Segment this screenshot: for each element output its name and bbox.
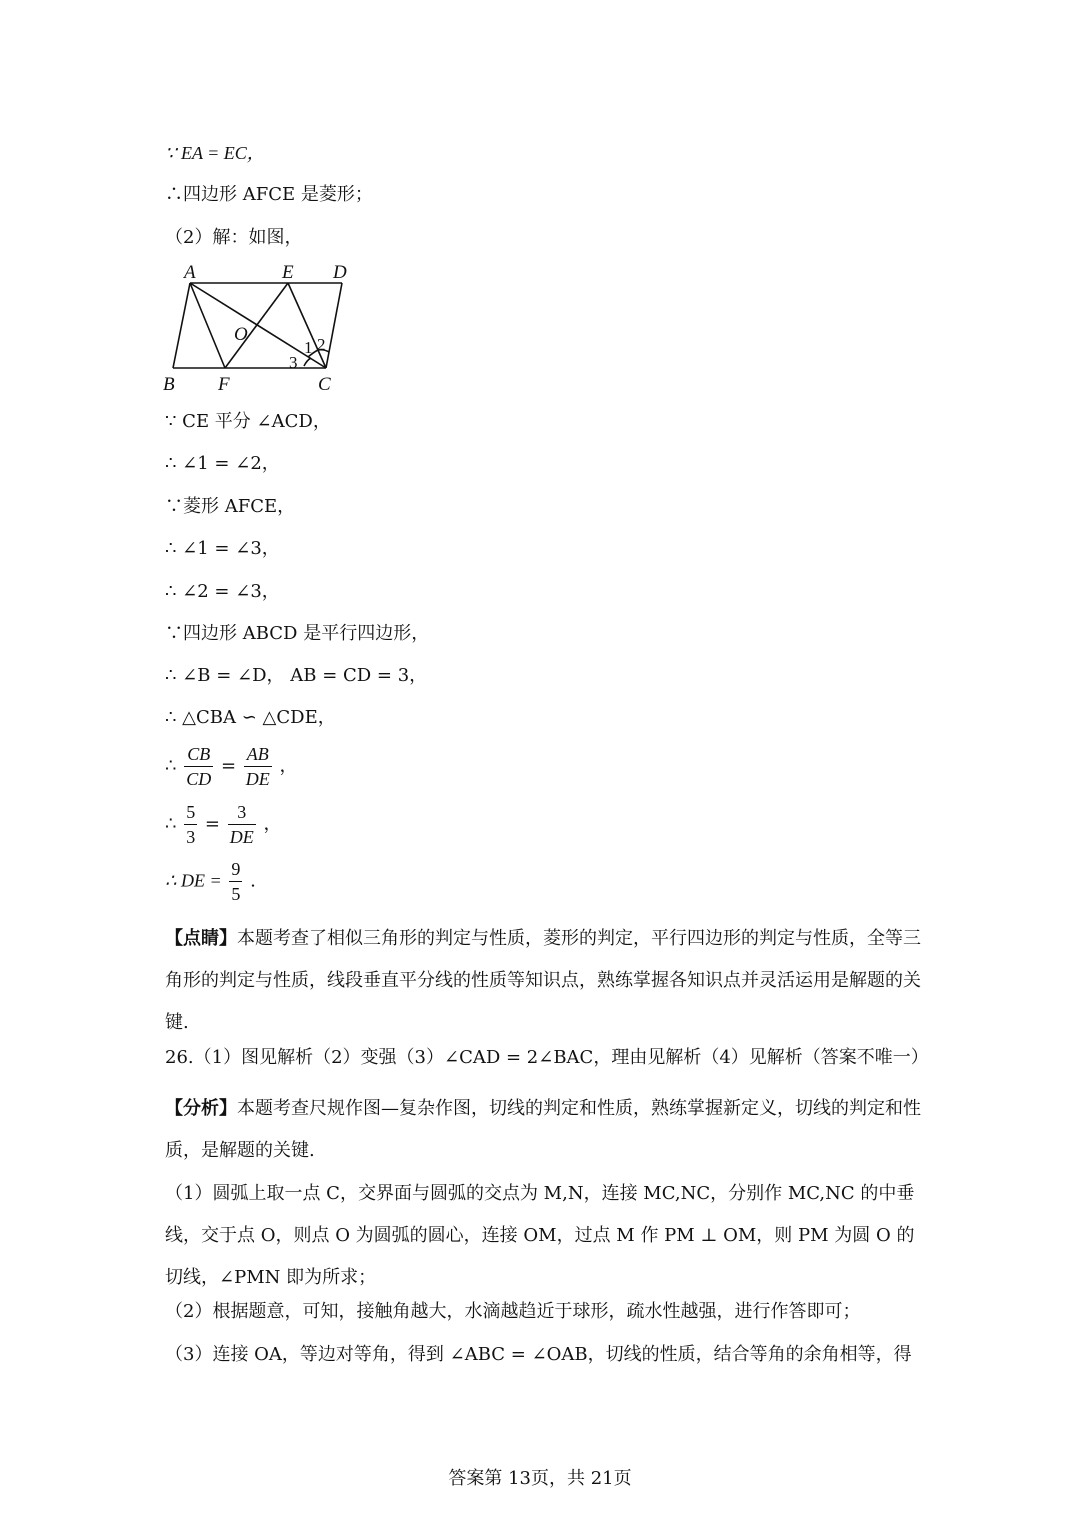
line-angle-b-eq-d: ∴ ∠B = ∠D， AB = CD = 3， bbox=[165, 665, 428, 686]
line-similar-triangles: ∴ △CBA ∽ △CDE， bbox=[165, 707, 336, 728]
line-angle2-eq-angle3: ∴ ∠2 = ∠3， bbox=[165, 581, 280, 602]
fenxi-text: 本题考查尺规作图—复杂作图，切线的判定和性质，熟练掌握新定义，切线的判定和性质，是解题的关键. bbox=[165, 1098, 921, 1161]
line-rhombus-conclusion: ∴四边形 AFCE 是菱形； bbox=[165, 184, 373, 205]
parallelogram-figure bbox=[158, 258, 368, 398]
q26-header: 26.（1）图见解析（2）变强（3）∠CAD = 2∠BAC，理由见解析（4）见解析（答案不唯一） bbox=[165, 1047, 929, 1068]
fraction-3-de: $\frac{3}{DE}$ bbox=[229, 802, 254, 847]
label-o: O bbox=[234, 324, 248, 345]
q26-part1-paragraph: （1）圆弧上取一点 C，交界面与圆弧的交点为 M,N，连接 MC,NC，分别作 MC,NC 的中垂线，交于点 O，则点 O 为圆弧的圆心，连接 OM，过点 M 作 PM ⊥ OM，则 PM 为圆 O 的切线，∠PMN 即为所求； bbox=[165, 1183, 915, 1288]
label-a: A bbox=[184, 262, 196, 283]
q26-part2-paragraph: （2）根据题意，可知，接触角越大，水滴越趋近于球形，疏水性越强，进行作答即可； bbox=[165, 1301, 861, 1322]
dianjing-paragraph bbox=[165, 918, 921, 1044]
line-angle1-eq-angle3: ∴ ∠1 = ∠3， bbox=[165, 538, 280, 559]
line-part2-intro: （2）解：如图， bbox=[165, 227, 303, 248]
label-angle-3: 3 bbox=[289, 353, 298, 372]
dianjing-text: 本题考查了相似三角形的判定与性质，菱形的判定，平行四边形的判定与性质，全等三角形的判定与性质，线段垂直平分线的性质等知识点，熟练掌握各知识点并灵活运用是解题的关键. bbox=[165, 928, 921, 1033]
line-angle1-eq-angle2: ∴ ∠1 = ∠2， bbox=[165, 453, 280, 474]
label-angle-2: 2 bbox=[317, 335, 326, 354]
line-ea-ec: ∵ EA = EC， bbox=[165, 143, 265, 163]
label-b: B bbox=[163, 374, 175, 395]
fraction-values-line: ∴ $\frac{5}{3}$ = $\frac{3}{DE}$ ， bbox=[165, 802, 282, 847]
dianjing-tag: 【点睛】 bbox=[165, 928, 237, 949]
page-footer: 答案第 13页，共 21页 bbox=[448, 1468, 632, 1489]
label-e: E bbox=[282, 262, 294, 283]
label-angle-1: 1 bbox=[304, 338, 313, 357]
fenxi-tag: 【分析】 bbox=[165, 1098, 237, 1119]
q26-part3-paragraph: （3）连接 OA，等边对等角，得到 ∠ABC = ∠OAB，切线的性质，结合等角的余角相等，得 bbox=[165, 1344, 912, 1365]
label-c: C bbox=[318, 374, 331, 395]
line-ce-bisects: ∵ CE 平分 ∠ACD， bbox=[165, 411, 331, 432]
q26-fenxi-paragraph bbox=[165, 1088, 921, 1172]
line-abcd-parallelogram: ∵四边形 ABCD 是平行四边形， bbox=[165, 623, 430, 644]
fraction-prefix: ∴ bbox=[165, 755, 177, 777]
fraction-cb-cd: $\frac{CB}{CD}$ bbox=[186, 744, 212, 789]
fraction-ratio-line: ∴ $\frac{CB}{CD}$ = $\frac{AB}{DE}$ ， bbox=[165, 744, 298, 789]
line-rhombus-afce: ∵菱形 AFCE， bbox=[165, 496, 296, 517]
fraction-result-line: ∴ DE = $\frac{9}{5}$ . bbox=[165, 859, 256, 904]
fraction-5-3: $\frac{5}{3}$ bbox=[186, 802, 196, 847]
fraction-9-5: $\frac{9}{5}$ bbox=[231, 859, 241, 904]
label-d: D bbox=[333, 262, 347, 283]
fraction-ab-de: $\frac{AB}{DE}$ bbox=[245, 744, 270, 789]
label-f: F bbox=[218, 374, 230, 395]
